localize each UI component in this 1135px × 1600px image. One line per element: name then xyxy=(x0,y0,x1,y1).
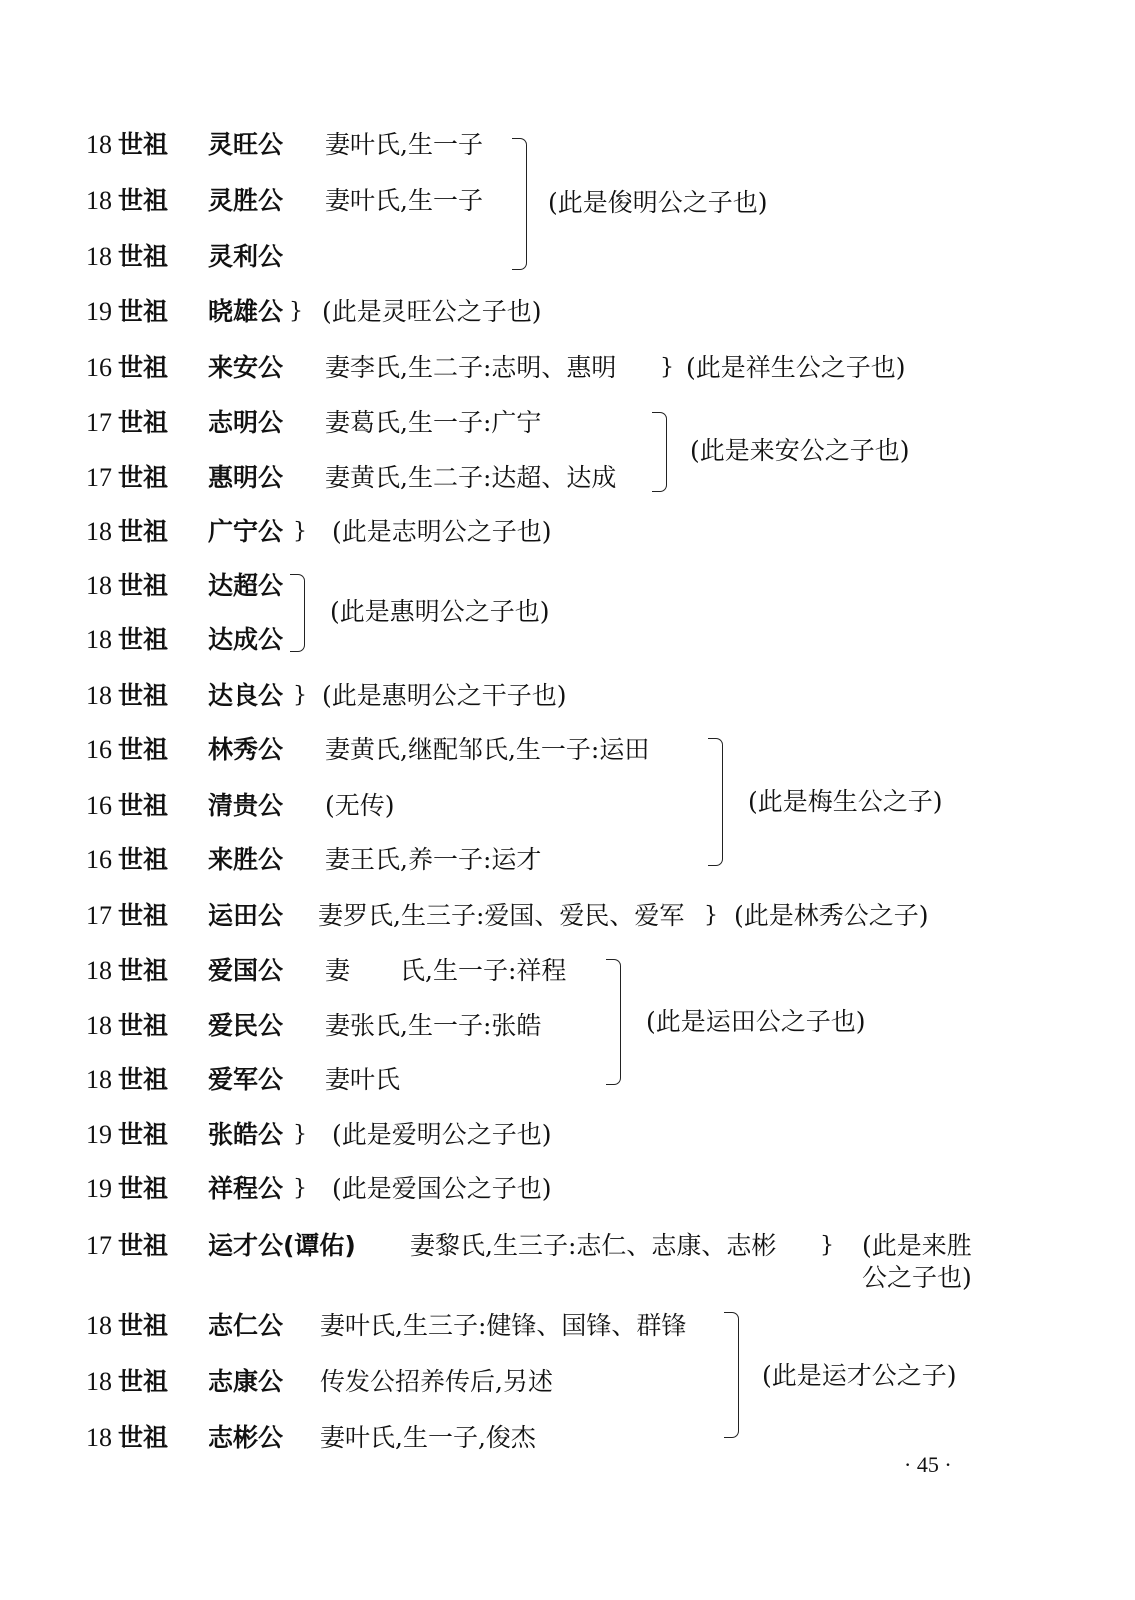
ancestor-name: 清贵公 xyxy=(208,791,284,820)
generation-label: 18 世祖 xyxy=(86,186,169,215)
ancestor-description: 传发公招养传后,另述 xyxy=(320,1367,553,1396)
generation-label: 18 世祖 xyxy=(86,1423,169,1452)
ancestor-name: 爱民公 xyxy=(208,1011,284,1040)
brace-glyph: } xyxy=(704,903,718,928)
generation-label: 18 世祖 xyxy=(86,681,169,710)
group-note: (此是梅生公之子) xyxy=(748,787,943,816)
generation-label: 18 世祖 xyxy=(86,242,169,271)
page-number: · 45 · xyxy=(904,1452,952,1477)
ancestor-description: 妻张氏,生一子:张皓 xyxy=(325,1011,542,1040)
brace-glyph: } xyxy=(660,355,674,380)
ancestor-name: 运田公 xyxy=(208,901,284,930)
group-brace xyxy=(290,574,305,652)
ancestor-name: 灵旺公 xyxy=(208,130,284,159)
brace-glyph: } xyxy=(293,1176,307,1201)
ancestor-name: 晓雄公 xyxy=(208,297,284,326)
ancestor-name: 惠明公 xyxy=(208,463,284,492)
ancestor-name: 来胜公 xyxy=(208,845,284,874)
generation-label: 17 世祖 xyxy=(86,463,169,492)
group-brace xyxy=(708,738,723,866)
ancestor-name: 运才公(谭佑) xyxy=(208,1231,356,1260)
lineage-note: (此是爱国公之子也) xyxy=(332,1174,552,1203)
ancestor-description: 妻叶氏 xyxy=(325,1065,401,1094)
group-brace xyxy=(724,1312,739,1438)
generation-label: 18 世祖 xyxy=(86,625,169,654)
ancestor-name: 爱军公 xyxy=(208,1065,284,1094)
generation-label: 18 世祖 xyxy=(86,130,169,159)
ancestor-name: 志仁公 xyxy=(208,1311,284,1340)
brace-glyph: } xyxy=(289,299,303,324)
ancestor-description: 妻葛氏,生一子:广宁 xyxy=(325,408,542,437)
lineage-note: (此是爱明公之子也) xyxy=(332,1120,552,1149)
generation-label: 16 世祖 xyxy=(86,353,169,382)
generation-label: 16 世祖 xyxy=(86,845,169,874)
ancestor-name: 志明公 xyxy=(208,408,284,437)
ancestor-description: 妻黄氏,继配邹氏,生一子:运田 xyxy=(325,735,650,764)
ancestor-description: 妻王氏,养一子:运才 xyxy=(325,845,542,874)
ancestor-description: 妻黄氏,生二子:达超、达成 xyxy=(325,463,617,492)
lineage-note: (此是志明公之子也) xyxy=(332,517,552,546)
ancestor-name: 达超公 xyxy=(208,571,284,600)
lineage-note: (此是灵旺公之子也) xyxy=(322,297,542,326)
lineage-note: (此是林秀公之子) xyxy=(734,901,929,930)
brace-glyph: } xyxy=(293,519,307,544)
ancestor-name: 来安公 xyxy=(208,353,284,382)
generation-label: 18 世祖 xyxy=(86,1367,169,1396)
group-note: (此是俊明公之子也) xyxy=(548,188,768,217)
lineage-note: (此是祥生公之子也) xyxy=(686,353,906,382)
group-note: (此是运田公之子也) xyxy=(646,1007,866,1036)
brace-glyph: } xyxy=(293,683,307,708)
lineage-note: (此是来胜 xyxy=(862,1231,972,1260)
generation-label: 18 世祖 xyxy=(86,1065,169,1094)
lineage-note-continued: 公之子也) xyxy=(862,1263,972,1292)
ancestor-description: 妻罗氏,生三子:爱国、爱民、爱军 xyxy=(318,901,685,930)
generation-label: 18 世祖 xyxy=(86,956,169,985)
generation-label: 16 世祖 xyxy=(86,791,169,820)
brace-glyph: } xyxy=(293,1122,307,1147)
brace-glyph: } xyxy=(820,1233,834,1258)
generation-label: 18 世祖 xyxy=(86,571,169,600)
ancestor-description: (无传) xyxy=(325,791,395,820)
generation-label: 18 世祖 xyxy=(86,517,169,546)
ancestor-name: 林秀公 xyxy=(208,735,284,764)
lineage-note: (此是惠明公之干子也) xyxy=(322,681,567,710)
ancestor-description: 妻 氏,生一子:祥程 xyxy=(325,956,567,985)
group-brace xyxy=(652,412,667,492)
generation-label: 19 世祖 xyxy=(86,1174,169,1203)
ancestor-description: 妻李氏,生二子:志明、惠明 xyxy=(325,353,617,382)
ancestor-name: 爱国公 xyxy=(208,956,284,985)
group-note: (此是来安公之子也) xyxy=(690,436,910,465)
ancestor-description: 妻叶氏,生三子:健锋、国锋、群锋 xyxy=(320,1311,687,1340)
generation-label: 17 世祖 xyxy=(86,1231,169,1260)
ancestor-name: 祥程公 xyxy=(208,1174,284,1203)
generation-label: 19 世祖 xyxy=(86,1120,169,1149)
generation-label: 18 世祖 xyxy=(86,1311,169,1340)
ancestor-name: 广宁公 xyxy=(208,517,284,546)
ancestor-description: 妻叶氏,生一子 xyxy=(325,186,483,215)
group-note: (此是运才公之子) xyxy=(762,1361,957,1390)
group-brace xyxy=(606,959,621,1085)
group-note: (此是惠明公之子也) xyxy=(330,597,550,626)
ancestor-name: 志彬公 xyxy=(208,1423,284,1452)
ancestor-name: 达成公 xyxy=(208,625,284,654)
ancestor-name: 达良公 xyxy=(208,681,284,710)
ancestor-name: 志康公 xyxy=(208,1367,284,1396)
generation-label: 17 世祖 xyxy=(86,901,169,930)
ancestor-description: 妻叶氏,生一子 xyxy=(325,130,483,159)
generation-label: 16 世祖 xyxy=(86,735,169,764)
generation-label: 18 世祖 xyxy=(86,1011,169,1040)
generation-label: 17 世祖 xyxy=(86,408,169,437)
ancestor-name: 灵利公 xyxy=(208,242,284,271)
group-brace xyxy=(512,138,527,270)
ancestor-description: 妻黎氏,生三子:志仁、志康、志彬 xyxy=(410,1231,777,1260)
ancestor-name: 灵胜公 xyxy=(208,186,284,215)
ancestor-name: 张皓公 xyxy=(208,1120,284,1149)
ancestor-description: 妻叶氏,生一子,俊杰 xyxy=(320,1423,536,1452)
generation-label: 19 世祖 xyxy=(86,297,169,326)
